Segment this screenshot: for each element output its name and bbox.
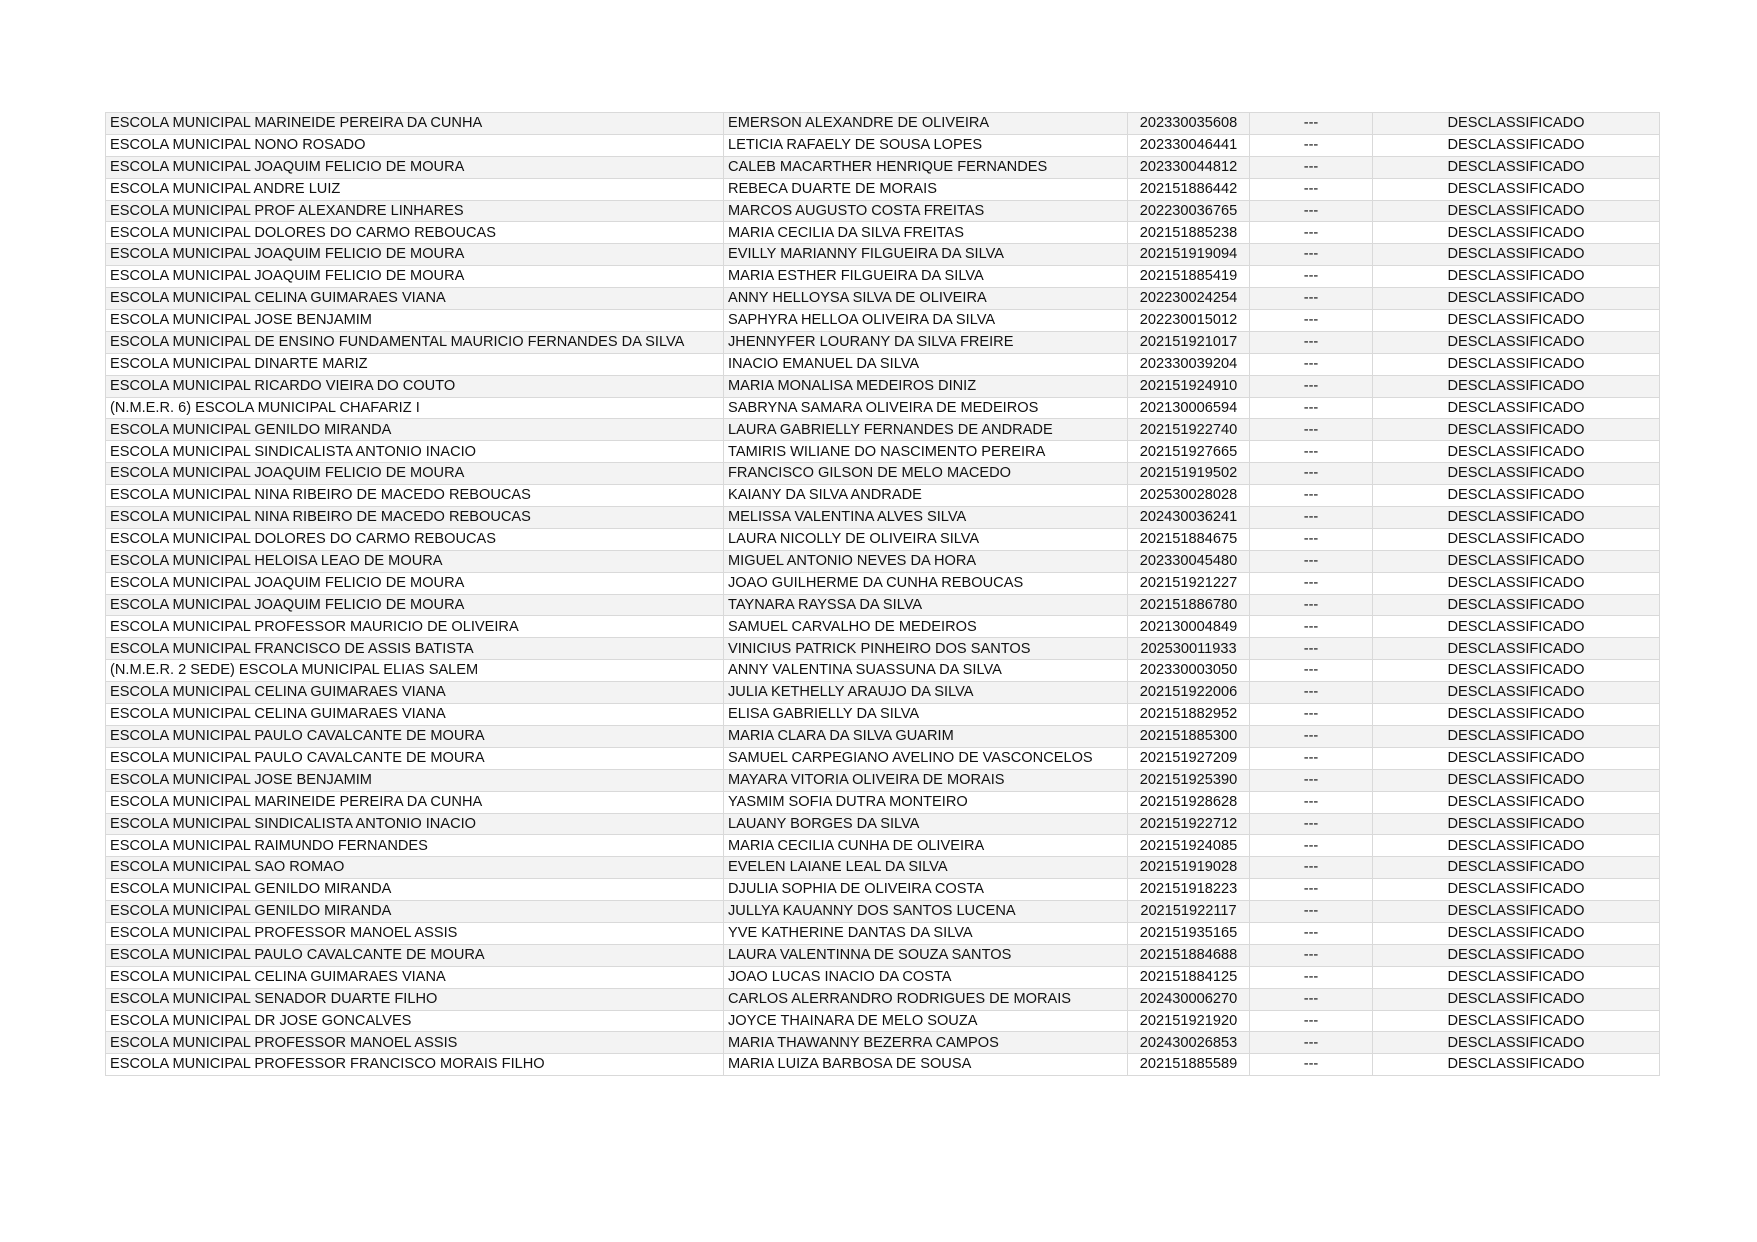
status-cell: DESCLASSIFICADO [1373, 879, 1660, 901]
table-row [106, 879, 1660, 901]
student-name-cell: LAURA GABRIELLY FERNANDES DE ANDRADE [724, 419, 1128, 441]
table-row [106, 791, 1660, 813]
table-row [106, 200, 1660, 222]
student-name-cell: FRANCISCO GILSON DE MELO MACEDO [724, 463, 1128, 485]
table-row [106, 244, 1660, 266]
registration-code-cell: 202151885589 [1128, 1054, 1250, 1076]
status-cell: DESCLASSIFICADO [1373, 441, 1660, 463]
status-cell: DESCLASSIFICADO [1373, 966, 1660, 988]
score-cell: --- [1250, 507, 1373, 529]
student-name-cell: TAYNARA RAYSSA DA SILVA [724, 594, 1128, 616]
table-row [106, 1010, 1660, 1032]
score-cell: --- [1250, 178, 1373, 200]
school-name-cell: ESCOLA MUNICIPAL CELINA GUIMARAES VIANA [106, 288, 724, 310]
registration-code-cell: 202151921920 [1128, 1010, 1250, 1032]
score-cell: --- [1250, 375, 1373, 397]
table-row [106, 682, 1660, 704]
score-cell: --- [1250, 485, 1373, 507]
registration-code-cell: 202151884125 [1128, 966, 1250, 988]
status-cell: DESCLASSIFICADO [1373, 375, 1660, 397]
status-cell: DESCLASSIFICADO [1373, 113, 1660, 135]
table-row [106, 769, 1660, 791]
school-name-cell: ESCOLA MUNICIPAL MARINEIDE PEREIRA DA CUNHA [106, 791, 724, 813]
student-name-cell: LAURA VALENTINNA DE SOUZA SANTOS [724, 944, 1128, 966]
student-name-cell: MARIA CECILIA CUNHA DE OLIVEIRA [724, 835, 1128, 857]
table-row [106, 1054, 1660, 1076]
table-row [106, 507, 1660, 529]
table-row [106, 857, 1660, 879]
status-cell: DESCLASSIFICADO [1373, 528, 1660, 550]
school-name-cell: ESCOLA MUNICIPAL HELOISA LEAO DE MOURA [106, 550, 724, 572]
table-row [106, 747, 1660, 769]
status-cell: DESCLASSIFICADO [1373, 835, 1660, 857]
table-row [106, 901, 1660, 923]
registration-code-cell: 202151921227 [1128, 572, 1250, 594]
score-cell: --- [1250, 704, 1373, 726]
registration-code-cell: 202230024254 [1128, 288, 1250, 310]
table-row [106, 572, 1660, 594]
school-name-cell: ESCOLA MUNICIPAL PAULO CAVALCANTE DE MOURA [106, 944, 724, 966]
table-row [106, 704, 1660, 726]
school-name-cell: ESCOLA MUNICIPAL PAULO CAVALCANTE DE MOURA [106, 725, 724, 747]
registration-code-cell: 202151924910 [1128, 375, 1250, 397]
student-name-cell: JULLYA KAUANNY DOS SANTOS LUCENA [724, 901, 1128, 923]
status-cell: DESCLASSIFICADO [1373, 660, 1660, 682]
status-cell: DESCLASSIFICADO [1373, 134, 1660, 156]
registration-code-cell: 202151922712 [1128, 813, 1250, 835]
status-cell: DESCLASSIFICADO [1373, 397, 1660, 419]
status-cell: DESCLASSIFICADO [1373, 857, 1660, 879]
table-row [106, 922, 1660, 944]
registration-code-cell: 202151927209 [1128, 747, 1250, 769]
student-name-cell: LAURA NICOLLY DE OLIVEIRA SILVA [724, 528, 1128, 550]
registration-code-cell: 202151885419 [1128, 266, 1250, 288]
score-cell: --- [1250, 266, 1373, 288]
registration-code-cell: 202530028028 [1128, 485, 1250, 507]
table-row [106, 660, 1660, 682]
school-name-cell: ESCOLA MUNICIPAL SINDICALISTA ANTONIO INACIO [106, 813, 724, 835]
score-cell: --- [1250, 747, 1373, 769]
table-row [106, 288, 1660, 310]
school-name-cell: ESCOLA MUNICIPAL DOLORES DO CARMO REBOUCAS [106, 222, 724, 244]
table-row [106, 638, 1660, 660]
score-cell: --- [1250, 638, 1373, 660]
school-name-cell: ESCOLA MUNICIPAL JOAQUIM FELICIO DE MOURA [106, 463, 724, 485]
student-name-cell: DJULIA SOPHIA DE OLIVEIRA COSTA [724, 879, 1128, 901]
score-cell: --- [1250, 901, 1373, 923]
school-name-cell: ESCOLA MUNICIPAL CELINA GUIMARAES VIANA [106, 966, 724, 988]
registration-code-cell: 202330035608 [1128, 113, 1250, 135]
student-name-cell: JHENNYFER LOURANY DA SILVA FREIRE [724, 331, 1128, 353]
table-row [106, 966, 1660, 988]
registration-code-cell: 202330003050 [1128, 660, 1250, 682]
school-name-cell: ESCOLA MUNICIPAL DR JOSE GONCALVES [106, 1010, 724, 1032]
score-cell: --- [1250, 835, 1373, 857]
status-cell: DESCLASSIFICADO [1373, 353, 1660, 375]
registration-code-cell: 202151921017 [1128, 331, 1250, 353]
score-cell: --- [1250, 156, 1373, 178]
school-name-cell: ESCOLA MUNICIPAL SENADOR DUARTE FILHO [106, 988, 724, 1010]
status-cell: DESCLASSIFICADO [1373, 463, 1660, 485]
registration-code-cell: 202151919502 [1128, 463, 1250, 485]
school-name-cell: ESCOLA MUNICIPAL SAO ROMAO [106, 857, 724, 879]
score-cell: --- [1250, 594, 1373, 616]
status-cell: DESCLASSIFICADO [1373, 310, 1660, 332]
score-cell: --- [1250, 944, 1373, 966]
status-cell: DESCLASSIFICADO [1373, 485, 1660, 507]
status-cell: DESCLASSIFICADO [1373, 616, 1660, 638]
score-cell: --- [1250, 682, 1373, 704]
status-cell: DESCLASSIFICADO [1373, 747, 1660, 769]
registration-code-cell: 202430026853 [1128, 1032, 1250, 1054]
registration-code-cell: 202151884688 [1128, 944, 1250, 966]
student-name-cell: MARIA LUIZA BARBOSA DE SOUSA [724, 1054, 1128, 1076]
school-name-cell: ESCOLA MUNICIPAL GENILDO MIRANDA [106, 901, 724, 923]
table-row [106, 375, 1660, 397]
registration-code-cell: 202151922006 [1128, 682, 1250, 704]
score-cell: --- [1250, 528, 1373, 550]
school-name-cell: ESCOLA MUNICIPAL JOAQUIM FELICIO DE MOURA [106, 594, 724, 616]
table-row [106, 813, 1660, 835]
score-cell: --- [1250, 922, 1373, 944]
registration-code-cell: 202130006594 [1128, 397, 1250, 419]
school-name-cell: (N.M.E.R. 6) ESCOLA MUNICIPAL CHAFARIZ I [106, 397, 724, 419]
table-row [106, 485, 1660, 507]
student-name-cell: JOYCE THAINARA DE MELO SOUZA [724, 1010, 1128, 1032]
score-cell: --- [1250, 200, 1373, 222]
table-row [106, 178, 1660, 200]
score-cell: --- [1250, 813, 1373, 835]
table-row [106, 134, 1660, 156]
school-name-cell: ESCOLA MUNICIPAL JOSE BENJAMIM [106, 310, 724, 332]
status-cell: DESCLASSIFICADO [1373, 1054, 1660, 1076]
student-name-cell: MARIA MONALISA MEDEIROS DINIZ [724, 375, 1128, 397]
status-cell: DESCLASSIFICADO [1373, 178, 1660, 200]
status-cell: DESCLASSIFICADO [1373, 266, 1660, 288]
school-name-cell: ESCOLA MUNICIPAL JOAQUIM FELICIO DE MOURA [106, 266, 724, 288]
registration-code-cell: 202151919028 [1128, 857, 1250, 879]
school-name-cell: ESCOLA MUNICIPAL NINA RIBEIRO DE MACEDO REBOUCAS [106, 507, 724, 529]
score-cell: --- [1250, 879, 1373, 901]
registration-code-cell: 202430036241 [1128, 507, 1250, 529]
status-cell: DESCLASSIFICADO [1373, 200, 1660, 222]
score-cell: --- [1250, 660, 1373, 682]
school-name-cell: ESCOLA MUNICIPAL CELINA GUIMARAES VIANA [106, 704, 724, 726]
school-name-cell: ESCOLA MUNICIPAL RAIMUNDO FERNANDES [106, 835, 724, 857]
score-cell: --- [1250, 310, 1373, 332]
registration-code-cell: 202330039204 [1128, 353, 1250, 375]
score-cell: --- [1250, 288, 1373, 310]
table-row [106, 1032, 1660, 1054]
school-name-cell: ESCOLA MUNICIPAL GENILDO MIRANDA [106, 419, 724, 441]
score-cell: --- [1250, 463, 1373, 485]
status-cell: DESCLASSIFICADO [1373, 1032, 1660, 1054]
score-cell: --- [1250, 419, 1373, 441]
status-cell: DESCLASSIFICADO [1373, 1010, 1660, 1032]
table-row [106, 594, 1660, 616]
score-cell: --- [1250, 966, 1373, 988]
school-name-cell: ESCOLA MUNICIPAL GENILDO MIRANDA [106, 879, 724, 901]
score-cell: --- [1250, 1054, 1373, 1076]
table-row [106, 463, 1660, 485]
status-cell: DESCLASSIFICADO [1373, 944, 1660, 966]
school-name-cell: ESCOLA MUNICIPAL NONO ROSADO [106, 134, 724, 156]
registration-code-cell: 202151924085 [1128, 835, 1250, 857]
school-name-cell: ESCOLA MUNICIPAL SINDICALISTA ANTONIO INACIO [106, 441, 724, 463]
school-name-cell: ESCOLA MUNICIPAL PROFESSOR MANOEL ASSIS [106, 1032, 724, 1054]
school-name-cell: ESCOLA MUNICIPAL FRANCISCO DE ASSIS BATISTA [106, 638, 724, 660]
table-row [106, 528, 1660, 550]
student-name-cell: JULIA KETHELLY ARAUJO DA SILVA [724, 682, 1128, 704]
score-cell: --- [1250, 441, 1373, 463]
status-cell: DESCLASSIFICADO [1373, 572, 1660, 594]
status-cell: DESCLASSIFICADO [1373, 682, 1660, 704]
status-cell: DESCLASSIFICADO [1373, 813, 1660, 835]
school-name-cell: ESCOLA MUNICIPAL JOSE BENJAMIM [106, 769, 724, 791]
score-cell: --- [1250, 113, 1373, 135]
status-cell: DESCLASSIFICADO [1373, 419, 1660, 441]
results-table [105, 112, 1660, 1076]
table-row [106, 419, 1660, 441]
registration-code-cell: 202151922740 [1128, 419, 1250, 441]
registration-code-cell: 202151918223 [1128, 879, 1250, 901]
status-cell: DESCLASSIFICADO [1373, 288, 1660, 310]
status-cell: DESCLASSIFICADO [1373, 988, 1660, 1010]
school-name-cell: ESCOLA MUNICIPAL JOAQUIM FELICIO DE MOURA [106, 572, 724, 594]
student-name-cell: SAMUEL CARPEGIANO AVELINO DE VASCONCELOS [724, 747, 1128, 769]
school-name-cell: ESCOLA MUNICIPAL PROFESSOR MANOEL ASSIS [106, 922, 724, 944]
registration-code-cell: 202330045480 [1128, 550, 1250, 572]
student-name-cell: MAYARA VITORIA OLIVEIRA DE MORAIS [724, 769, 1128, 791]
registration-code-cell: 202151925390 [1128, 769, 1250, 791]
table-row [106, 310, 1660, 332]
student-name-cell: MELISSA VALENTINA ALVES SILVA [724, 507, 1128, 529]
registration-code-cell: 202151935165 [1128, 922, 1250, 944]
school-name-cell: ESCOLA MUNICIPAL DINARTE MARIZ [106, 353, 724, 375]
student-name-cell: MARIA ESTHER FILGUEIRA DA SILVA [724, 266, 1128, 288]
table-row [106, 725, 1660, 747]
table-row [106, 944, 1660, 966]
student-name-cell: YVE KATHERINE DANTAS DA SILVA [724, 922, 1128, 944]
registration-code-cell: 202151886442 [1128, 178, 1250, 200]
school-name-cell: ESCOLA MUNICIPAL DOLORES DO CARMO REBOUCAS [106, 528, 724, 550]
table-row [106, 266, 1660, 288]
school-name-cell: ESCOLA MUNICIPAL PROF ALEXANDRE LINHARES [106, 200, 724, 222]
registration-code-cell: 202230015012 [1128, 310, 1250, 332]
status-cell: DESCLASSIFICADO [1373, 222, 1660, 244]
score-cell: --- [1250, 988, 1373, 1010]
student-name-cell: EVELEN LAIANE LEAL DA SILVA [724, 857, 1128, 879]
school-name-cell: ESCOLA MUNICIPAL PROFESSOR MAURICIO DE OLIVEIRA [106, 616, 724, 638]
registration-code-cell: 202151884675 [1128, 528, 1250, 550]
registration-code-cell: 202151886780 [1128, 594, 1250, 616]
school-name-cell: ESCOLA MUNICIPAL ANDRE LUIZ [106, 178, 724, 200]
status-cell: DESCLASSIFICADO [1373, 156, 1660, 178]
school-name-cell: ESCOLA MUNICIPAL NINA RIBEIRO DE MACEDO REBOUCAS [106, 485, 724, 507]
table-row [106, 156, 1660, 178]
score-cell: --- [1250, 791, 1373, 813]
student-name-cell: KAIANY DA SILVA ANDRADE [724, 485, 1128, 507]
status-cell: DESCLASSIFICADO [1373, 331, 1660, 353]
school-name-cell: ESCOLA MUNICIPAL PAULO CAVALCANTE DE MOURA [106, 747, 724, 769]
registration-code-cell: 202151885300 [1128, 725, 1250, 747]
score-cell: --- [1250, 1010, 1373, 1032]
student-name-cell: CARLOS ALERRANDRO RODRIGUES DE MORAIS [724, 988, 1128, 1010]
student-name-cell: EVILLY MARIANNY FILGUEIRA DA SILVA [724, 244, 1128, 266]
score-cell: --- [1250, 725, 1373, 747]
student-name-cell: MIGUEL ANTONIO NEVES DA HORA [724, 550, 1128, 572]
registration-code-cell: 202530011933 [1128, 638, 1250, 660]
table-row [106, 550, 1660, 572]
registration-code-cell: 202151885238 [1128, 222, 1250, 244]
score-cell: --- [1250, 353, 1373, 375]
registration-code-cell: 202130004849 [1128, 616, 1250, 638]
student-name-cell: MARIA CECILIA DA SILVA FREITAS [724, 222, 1128, 244]
score-cell: --- [1250, 244, 1373, 266]
student-name-cell: SABRYNA SAMARA OLIVEIRA DE MEDEIROS [724, 397, 1128, 419]
registration-code-cell: 202151922117 [1128, 901, 1250, 923]
student-name-cell: JOAO LUCAS INACIO DA COSTA [724, 966, 1128, 988]
student-name-cell: VINICIUS PATRICK PINHEIRO DOS SANTOS [724, 638, 1128, 660]
school-name-cell: ESCOLA MUNICIPAL RICARDO VIEIRA DO COUTO [106, 375, 724, 397]
score-cell: --- [1250, 550, 1373, 572]
school-name-cell: ESCOLA MUNICIPAL PROFESSOR FRANCISCO MORAIS FILHO [106, 1054, 724, 1076]
table-row [106, 441, 1660, 463]
student-name-cell: SAMUEL CARVALHO DE MEDEIROS [724, 616, 1128, 638]
status-cell: DESCLASSIFICADO [1373, 244, 1660, 266]
registration-code-cell: 202330044812 [1128, 156, 1250, 178]
table-row [106, 353, 1660, 375]
score-cell: --- [1250, 616, 1373, 638]
student-name-cell: MARIA THAWANNY BEZERRA CAMPOS [724, 1032, 1128, 1054]
score-cell: --- [1250, 222, 1373, 244]
table-row [106, 988, 1660, 1010]
status-cell: DESCLASSIFICADO [1373, 594, 1660, 616]
student-name-cell: LETICIA RAFAELY DE SOUSA LOPES [724, 134, 1128, 156]
school-name-cell: ESCOLA MUNICIPAL MARINEIDE PEREIRA DA CUNHA [106, 113, 724, 135]
status-cell: DESCLASSIFICADO [1373, 922, 1660, 944]
status-cell: DESCLASSIFICADO [1373, 901, 1660, 923]
table-row [106, 835, 1660, 857]
status-cell: DESCLASSIFICADO [1373, 638, 1660, 660]
table-row [106, 331, 1660, 353]
status-cell: DESCLASSIFICADO [1373, 507, 1660, 529]
student-name-cell: EMERSON ALEXANDRE DE OLIVEIRA [724, 113, 1128, 135]
registration-code-cell: 202151927665 [1128, 441, 1250, 463]
registration-code-cell: 202151928628 [1128, 791, 1250, 813]
score-cell: --- [1250, 134, 1373, 156]
student-name-cell: ELISA GABRIELLY DA SILVA [724, 704, 1128, 726]
student-name-cell: INACIO EMANUEL DA SILVA [724, 353, 1128, 375]
student-name-cell: ANNY HELLOYSA SILVA DE OLIVEIRA [724, 288, 1128, 310]
table-row [106, 113, 1660, 135]
status-cell: DESCLASSIFICADO [1373, 791, 1660, 813]
school-name-cell: (N.M.E.R. 2 SEDE) ESCOLA MUNICIPAL ELIAS SALEM [106, 660, 724, 682]
results-table-body [106, 113, 1660, 1076]
status-cell: DESCLASSIFICADO [1373, 550, 1660, 572]
score-cell: --- [1250, 331, 1373, 353]
table-row [106, 616, 1660, 638]
status-cell: DESCLASSIFICADO [1373, 769, 1660, 791]
registration-code-cell: 202330046441 [1128, 134, 1250, 156]
school-name-cell: ESCOLA MUNICIPAL JOAQUIM FELICIO DE MOURA [106, 244, 724, 266]
registration-code-cell: 202430006270 [1128, 988, 1250, 1010]
school-name-cell: ESCOLA MUNICIPAL JOAQUIM FELICIO DE MOURA [106, 156, 724, 178]
score-cell: --- [1250, 769, 1373, 791]
student-name-cell: REBECA DUARTE DE MORAIS [724, 178, 1128, 200]
registration-code-cell: 202151882952 [1128, 704, 1250, 726]
status-cell: DESCLASSIFICADO [1373, 725, 1660, 747]
table-row [106, 397, 1660, 419]
student-name-cell: CALEB MACARTHER HENRIQUE FERNANDES [724, 156, 1128, 178]
score-cell: --- [1250, 572, 1373, 594]
school-name-cell: ESCOLA MUNICIPAL CELINA GUIMARAES VIANA [106, 682, 724, 704]
score-cell: --- [1250, 1032, 1373, 1054]
school-name-cell: ESCOLA MUNICIPAL DE ENSINO FUNDAMENTAL MAURICIO FERNANDES DA SILVA [106, 331, 724, 353]
registration-code-cell: 202230036765 [1128, 200, 1250, 222]
student-name-cell: MARCOS AUGUSTO COSTA FREITAS [724, 200, 1128, 222]
status-cell: DESCLASSIFICADO [1373, 704, 1660, 726]
score-cell: --- [1250, 857, 1373, 879]
student-name-cell: ANNY VALENTINA SUASSUNA DA SILVA [724, 660, 1128, 682]
registration-code-cell: 202151919094 [1128, 244, 1250, 266]
student-name-cell: SAPHYRA HELLOA OLIVEIRA DA SILVA [724, 310, 1128, 332]
table-row [106, 222, 1660, 244]
student-name-cell: LAUANY BORGES DA SILVA [724, 813, 1128, 835]
score-cell: --- [1250, 397, 1373, 419]
student-name-cell: MARIA CLARA DA SILVA GUARIM [724, 725, 1128, 747]
student-name-cell: JOAO GUILHERME DA CUNHA REBOUCAS [724, 572, 1128, 594]
student-name-cell: TAMIRIS WILIANE DO NASCIMENTO PEREIRA [724, 441, 1128, 463]
student-name-cell: YASMIM SOFIA DUTRA MONTEIRO [724, 791, 1128, 813]
